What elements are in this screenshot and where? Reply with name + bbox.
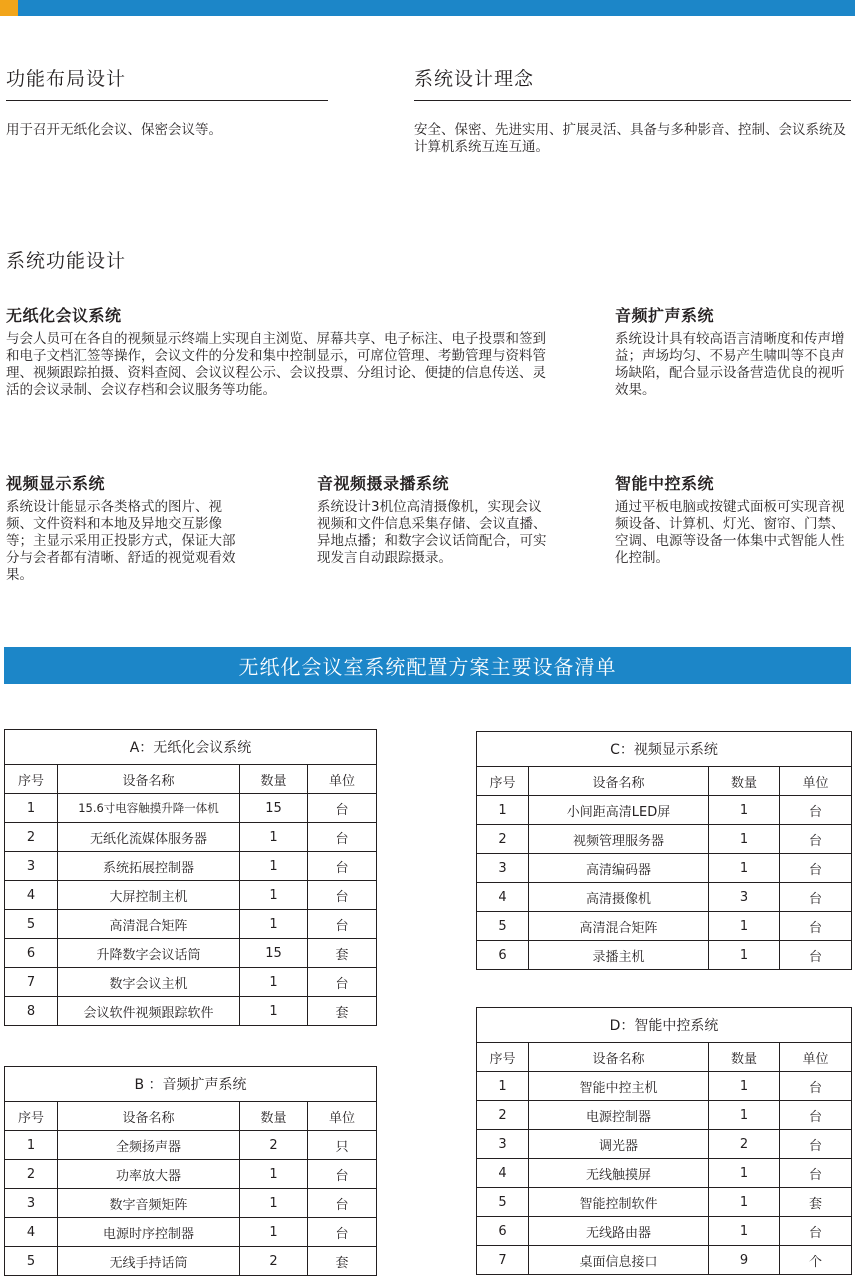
- cell-no: 1: [477, 1072, 529, 1101]
- cell-unit: 套: [308, 939, 377, 968]
- table-row: [477, 825, 852, 854]
- cell-unit: 台: [308, 1218, 377, 1247]
- cell-qty: 1: [709, 1217, 780, 1246]
- table-row: [5, 1218, 377, 1247]
- cell-no: 6: [5, 939, 58, 968]
- cell-no: 3: [477, 1130, 529, 1159]
- cell-qty: 15: [240, 939, 308, 968]
- cell-name: 大屏控制主机: [58, 881, 240, 910]
- cell-name: 无线手持话筒: [58, 1247, 240, 1276]
- cell-name: 数字会议主机: [58, 968, 240, 997]
- cell-name: 全频扬声器: [58, 1131, 240, 1160]
- cell-no: 2: [477, 1101, 529, 1130]
- cell-no: 3: [5, 852, 58, 881]
- cell-unit: 台: [780, 796, 852, 825]
- cell-no: 6: [477, 941, 529, 970]
- audio-title: 音频扩声系统: [615, 306, 715, 325]
- recording-title: 音视频摄录播系统: [317, 474, 450, 493]
- cell-unit: 台: [308, 823, 377, 852]
- table-row: [477, 1188, 852, 1217]
- cell-qty: 1: [709, 912, 780, 941]
- cell-unit: 台: [308, 1189, 377, 1218]
- cell-no: 7: [5, 968, 58, 997]
- cell-unit: 台: [308, 968, 377, 997]
- table-row: [477, 1072, 852, 1101]
- table-row: [477, 1217, 852, 1246]
- cell-name: 功率放大器: [58, 1160, 240, 1189]
- column-header: 序号: [5, 765, 58, 794]
- cell-qty: 9: [709, 1246, 780, 1275]
- column-header: 序号: [5, 1102, 58, 1131]
- cell-name: 无纸化流媒体服务器: [58, 823, 240, 852]
- table-caption: D：智能中控系统: [477, 1008, 852, 1043]
- cell-name: 系统拓展控制器: [58, 852, 240, 881]
- cell-qty: 1: [240, 881, 308, 910]
- cell-no: 7: [477, 1246, 529, 1275]
- control-title: 智能中控系统: [615, 474, 715, 493]
- cell-qty: 1: [240, 1218, 308, 1247]
- equipment-table-b: [4, 1066, 377, 1276]
- cell-qty: 1: [709, 1101, 780, 1130]
- cell-name: 会议软件视频跟踪软件: [58, 997, 240, 1026]
- cell-no: 5: [5, 1247, 58, 1276]
- table-row: [5, 910, 377, 939]
- cell-qty: 1: [709, 825, 780, 854]
- layout-title-rule: [6, 100, 328, 101]
- cell-name: 智能控制软件: [529, 1188, 709, 1217]
- cell-unit: 台: [308, 1160, 377, 1189]
- cell-name: 小间距高清LED屏: [529, 796, 709, 825]
- table-row: [5, 939, 377, 968]
- cell-unit: 台: [780, 1130, 852, 1159]
- cell-qty: 1: [709, 941, 780, 970]
- column-header: 数量: [240, 765, 308, 794]
- cell-unit: 台: [780, 1217, 852, 1246]
- cell-qty: 1: [240, 823, 308, 852]
- cell-name: 无线路由器: [529, 1217, 709, 1246]
- cell-no: 1: [477, 796, 529, 825]
- cell-name: 桌面信息接口: [529, 1246, 709, 1275]
- equipment-table-a: [4, 729, 377, 1026]
- cell-no: 5: [477, 912, 529, 941]
- column-header: 单位: [780, 767, 852, 796]
- concept-text: 安全、保密、先进实用、扩展灵活、具备与多种影音、控制、会议系统及计算机系统互连互通。: [414, 122, 846, 155]
- control-text: 通过平板电脑或按键式面板可实现音视频设备、计算机、灯光、窗帘、门禁、空调、电源等设备一体集中式智能人性化控制。: [615, 499, 845, 566]
- cell-unit: 套: [308, 997, 377, 1026]
- cell-qty: 1: [709, 854, 780, 883]
- cell-no: 4: [5, 1218, 58, 1247]
- column-header: 单位: [308, 1102, 377, 1131]
- cell-no: 4: [5, 881, 58, 910]
- column-header: 设备名称: [58, 1102, 240, 1131]
- cell-unit: 台: [308, 910, 377, 939]
- cell-qty: 1: [709, 796, 780, 825]
- cell-qty: 1: [709, 1072, 780, 1101]
- cell-name: 录播主机: [529, 941, 709, 970]
- cell-qty: 1: [240, 1189, 308, 1218]
- cell-no: 4: [477, 883, 529, 912]
- cell-name: 数字音频矩阵: [58, 1189, 240, 1218]
- video-text: 系统设计能显示各类格式的图片、视频、文件资料和本地及异地交互影像等；主显示采用正投影方式，保证大部分与会者都有清晰、舒适的视觉观看效果。: [6, 499, 236, 583]
- function-design-title: 系统功能设计: [6, 250, 127, 272]
- table-row: [5, 823, 377, 852]
- cell-no: 5: [5, 910, 58, 939]
- cell-no: 1: [5, 794, 58, 823]
- cell-unit: 只: [308, 1131, 377, 1160]
- layout-title: 功能布局设计: [6, 68, 127, 90]
- table-row: [477, 796, 852, 825]
- cell-no: 1: [5, 1131, 58, 1160]
- column-header: 设备名称: [58, 765, 240, 794]
- cell-qty: 1: [709, 1159, 780, 1188]
- column-header: 设备名称: [529, 1043, 709, 1072]
- layout-text: 用于召开无纸化会议、保密会议等。: [6, 122, 222, 138]
- cell-unit: 台: [780, 912, 852, 941]
- top-accent-block: [0, 0, 18, 16]
- column-header: 序号: [477, 1043, 529, 1072]
- table-row: [5, 852, 377, 881]
- paperless-title: 无纸化会议系统: [6, 306, 122, 325]
- table-row: [477, 941, 852, 970]
- cell-qty: 1: [709, 1188, 780, 1217]
- cell-name: 高清摄像机: [529, 883, 709, 912]
- cell-no: 2: [477, 825, 529, 854]
- cell-qty: 15: [240, 794, 308, 823]
- audio-text: 系统设计具有较高语言清晰度和传声增益；声场均匀、不易产生啸叫等不良声场缺陷，配合显示设备营造优良的视听效果。: [615, 331, 845, 398]
- cell-name: 电源时序控制器: [58, 1218, 240, 1247]
- cell-unit: 套: [780, 1188, 852, 1217]
- cell-unit: 台: [780, 1101, 852, 1130]
- table-row: [477, 1101, 852, 1130]
- table-row: [5, 968, 377, 997]
- cell-no: 3: [477, 854, 529, 883]
- cell-qty: 2: [240, 1247, 308, 1276]
- cell-unit: 台: [780, 883, 852, 912]
- cell-name: 智能中控主机: [529, 1072, 709, 1101]
- cell-qty: 1: [240, 852, 308, 881]
- cell-unit: 个: [780, 1246, 852, 1275]
- cell-qty: 1: [240, 968, 308, 997]
- cell-name: 电源控制器: [529, 1101, 709, 1130]
- column-header: 单位: [780, 1043, 852, 1072]
- top-color-bar: [0, 0, 855, 16]
- cell-name: 无线触摸屏: [529, 1159, 709, 1188]
- table-caption: C：视频显示系统: [477, 732, 852, 767]
- column-header: 单位: [308, 765, 377, 794]
- cell-name: 高清混合矩阵: [529, 912, 709, 941]
- cell-unit: 套: [308, 1247, 377, 1276]
- table-caption: A：无纸化会议系统: [5, 730, 377, 765]
- cell-unit: 台: [308, 852, 377, 881]
- cell-unit: 台: [308, 794, 377, 823]
- table-row: [5, 881, 377, 910]
- cell-name: 高清混合矩阵: [58, 910, 240, 939]
- column-header: 序号: [477, 767, 529, 796]
- cell-no: 5: [477, 1188, 529, 1217]
- equipment-table-c: [476, 731, 852, 970]
- table-row: [477, 1246, 852, 1275]
- recording-text: 系统设计3机位高清摄像机，实现会议视频和文件信息采集存储、会议直播、异地点播；和数字会议话筒配合，可实现发言自动跟踪摄录。: [317, 499, 547, 566]
- cell-qty: 1: [240, 1160, 308, 1189]
- cell-qty: 1: [240, 910, 308, 939]
- column-header: 数量: [709, 1043, 780, 1072]
- cell-unit: 台: [308, 881, 377, 910]
- column-header: 设备名称: [529, 767, 709, 796]
- table-row: [477, 854, 852, 883]
- table-row: [5, 1247, 377, 1276]
- cell-name: 调光器: [529, 1130, 709, 1159]
- cell-unit: 台: [780, 1072, 852, 1101]
- cell-qty: 3: [709, 883, 780, 912]
- paperless-text: 与会人员可在各自的视频显示终端上实现自主浏览、屏幕共享、电子标注、电子投票和签到和电子文档汇签等操作，会议文件的分发和集中控制显示，可席位管理、考勤管理与资料管理、视频跟踪拍摄、资料查阅、会议议程公示、会议投票、分组讨论、便捷的信息传送、灵活的会议录制、会议存档和会议服务等功能。: [6, 331, 546, 398]
- cell-unit: 台: [780, 854, 852, 883]
- cell-qty: 1: [240, 997, 308, 1026]
- table-row: [477, 1159, 852, 1188]
- table-row: [477, 883, 852, 912]
- cell-no: 2: [5, 823, 58, 852]
- cell-no: 3: [5, 1189, 58, 1218]
- cell-no: 8: [5, 997, 58, 1026]
- cell-name: 高清编码器: [529, 854, 709, 883]
- cell-unit: 台: [780, 941, 852, 970]
- cell-unit: 台: [780, 825, 852, 854]
- cell-no: 4: [477, 1159, 529, 1188]
- concept-title-rule: [414, 100, 851, 101]
- table-row: [477, 1130, 852, 1159]
- equipment-list-banner: 无纸化会议室系统配置方案主要设备清单: [4, 647, 851, 684]
- table-row: [5, 1160, 377, 1189]
- table-row: [5, 1131, 377, 1160]
- cell-no: 2: [5, 1160, 58, 1189]
- table-row: [5, 794, 377, 823]
- table-row: [5, 1189, 377, 1218]
- cell-name: 升降数字会议话筒: [58, 939, 240, 968]
- table-row: [477, 912, 852, 941]
- cell-qty: 2: [709, 1130, 780, 1159]
- column-header: 数量: [240, 1102, 308, 1131]
- concept-title: 系统设计理念: [414, 68, 535, 90]
- cell-unit: 台: [780, 1159, 852, 1188]
- column-header: 数量: [709, 767, 780, 796]
- equipment-table-d: [476, 1007, 852, 1275]
- cell-name: 视频管理服务器: [529, 825, 709, 854]
- cell-qty: 2: [240, 1131, 308, 1160]
- table-row: [5, 997, 377, 1026]
- cell-name: 15.6寸电容触摸升降一体机: [58, 794, 240, 823]
- cell-no: 6: [477, 1217, 529, 1246]
- video-title: 视频显示系统: [6, 474, 106, 493]
- table-caption: B ：音频扩声系统: [5, 1067, 377, 1102]
